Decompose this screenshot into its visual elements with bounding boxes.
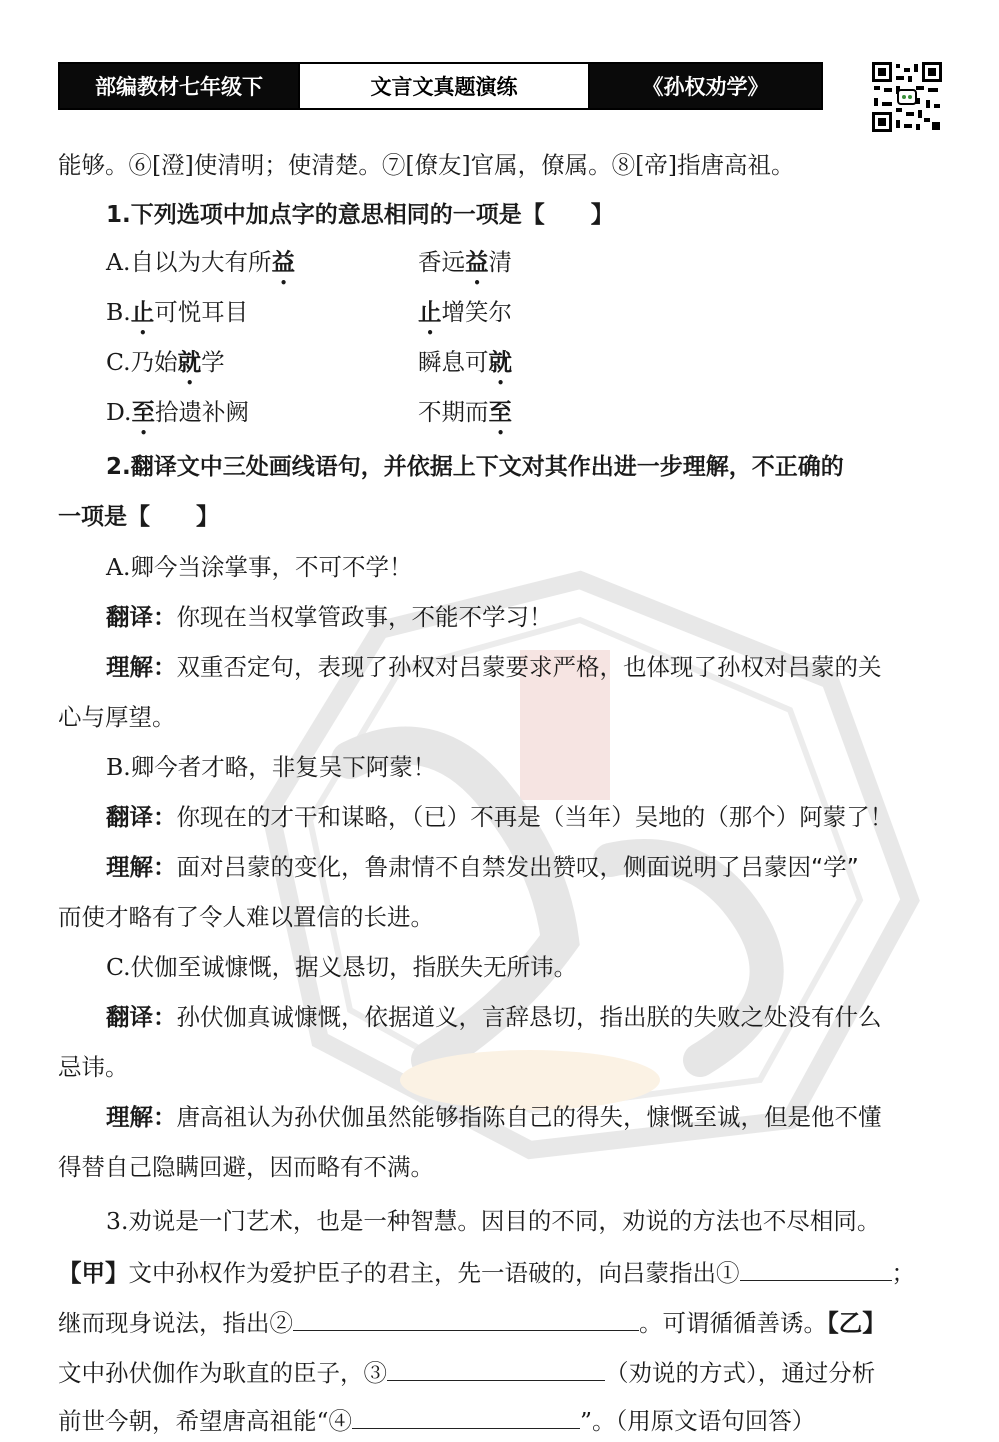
- q2-c-understanding: [106, 1102, 955, 1132]
- q2-stem-line1: 2.翻译文中三处画线语句，并依据上下文对其作出进一步理解，不正确的: [106, 454, 844, 480]
- q3-text: 。可谓循循善诱。: [639, 1309, 827, 1337]
- q3-line2: [58, 1256, 955, 1288]
- yi-label: 【乙】: [827, 1309, 886, 1337]
- translation-text: 孙伏伽真诚慷慨，依据道义，言辞恳切，指出朕的失败之处没有什么: [176, 1003, 882, 1031]
- q3-text: ；: [891, 1259, 915, 1287]
- option-left-pre: B.: [106, 298, 131, 326]
- q2-stem-line2: 一项是【 】: [58, 504, 219, 530]
- dotted-char: 止: [130, 298, 155, 326]
- translation-text: 你现在的才干和谋略，（已）不再是（当年）吴地的（那个）阿蒙了！: [176, 803, 894, 831]
- option-right-pre: 不期而: [418, 398, 489, 426]
- qr-code-icon: [872, 62, 942, 132]
- q1-option-c: [106, 347, 955, 390]
- q3-text: （劝说的方式），通过分析: [605, 1359, 876, 1387]
- q1-option-b: [106, 297, 955, 340]
- option-right: [418, 247, 512, 290]
- option-right-post: 增笑尔: [441, 298, 512, 326]
- option-left-post: 拾遗补阙: [154, 398, 249, 426]
- option-right-pre: 香远: [418, 248, 465, 276]
- translation-label: 翻译：: [106, 1003, 177, 1031]
- option-right-post: 清: [488, 248, 512, 276]
- option-right: [418, 347, 512, 390]
- header-bar: [58, 62, 823, 110]
- understanding-text: 面对吕蒙的变化，鲁肃情不自禁发出赞叹，侧面说明了吕蒙因“学”: [176, 853, 859, 881]
- q2-b-translation: [106, 802, 955, 832]
- q3-line1: 3.劝说是一门艺术，也是一种智慧。因目的不同，劝说的方法也不尽相同。: [106, 1207, 881, 1235]
- q1-option-a: [106, 247, 955, 290]
- understanding-label: 理解：: [106, 853, 177, 881]
- q3-line3: [58, 1306, 955, 1338]
- dotted-char: 益: [465, 248, 489, 276]
- option-left-pre: C.乃始: [106, 348, 178, 376]
- answer-blank-4[interactable]: [352, 1404, 580, 1429]
- q2-a-sentence: A.卿今当涂掌事，不可不学！: [106, 553, 413, 581]
- q1-stem: 1.下列选项中加点字的意思相同的一项是【 】: [106, 202, 614, 228]
- answer-blank-2[interactable]: [293, 1306, 639, 1331]
- q2-c-translation: [106, 1002, 955, 1032]
- q3-line4: [58, 1356, 955, 1388]
- dotted-char: 止: [418, 298, 442, 326]
- q1-option-d: [106, 397, 955, 440]
- translation-text: 你现在当权掌管政事，不能不学习！: [176, 603, 553, 631]
- header-title: 《孙权劝学》: [590, 64, 821, 108]
- q2-a-translation: [106, 602, 955, 632]
- q2-b-understanding-cont: 而使才略有了令人难以置信的长进。: [58, 903, 434, 931]
- understanding-label: 理解：: [106, 1103, 177, 1131]
- answer-blank-3[interactable]: [387, 1356, 605, 1381]
- q3-text: 前世今朝，希望唐高祖能“④: [58, 1407, 353, 1435]
- q3-text: ”。（用原文语句回答）: [580, 1407, 816, 1435]
- q2-b-understanding: [106, 852, 955, 882]
- understanding-text: 双重否定句，表现了孙权对吕蒙要求严格，也体现了孙权对吕蒙的关: [176, 653, 882, 681]
- q2-b-sentence: B.卿今者才略，非复吴下阿蒙！: [106, 753, 437, 781]
- dotted-char: 至: [131, 398, 155, 426]
- option-right-pre: 瞬息可: [418, 348, 489, 376]
- option-left-post: 学: [201, 348, 225, 376]
- header-grade: 部编教材七年级下: [60, 64, 298, 108]
- q2-c-understanding-cont: 得替自己隐瞒回避，因而略有不满。: [58, 1153, 434, 1181]
- q2-c-translation-cont: 忌讳。: [58, 1053, 129, 1081]
- option-left-pre: D.: [106, 398, 132, 426]
- option-right: [418, 397, 512, 440]
- option-left-post: 可悦耳目: [154, 298, 249, 326]
- option-right: [418, 297, 512, 340]
- q3-text: 继而现身说法，指出②: [58, 1309, 293, 1337]
- dotted-char: 就: [177, 348, 202, 376]
- q3-text: 文中孙伏伽作为耿直的臣子，③: [58, 1359, 387, 1387]
- jia-label: 【甲】: [58, 1259, 129, 1287]
- q2-a-understanding-cont: 心与厚望。: [58, 703, 176, 731]
- understanding-label: 理解：: [106, 653, 177, 681]
- translation-label: 翻译：: [106, 803, 177, 831]
- header-section: 文言文真题演练: [298, 64, 590, 108]
- q2-a-understanding: [106, 652, 955, 682]
- q3-text: 文中孙权作为爱护臣子的君主，先一语破的，向吕蒙指出①: [128, 1259, 740, 1287]
- answer-blank-1[interactable]: [740, 1256, 892, 1281]
- option-left-pre: A.自以为大有所: [106, 248, 272, 276]
- notes-line: 能够。⑥[澄]使清明；使清楚。⑦[僚友]官属，僚属。⑧[帝]指唐高祖。: [58, 151, 795, 179]
- understanding-text: 唐高祖认为孙伏伽虽然能够指陈自己的得失，慷慨至诚，但是他不懂: [176, 1103, 882, 1131]
- q3-line5: [58, 1404, 955, 1436]
- dotted-char: 至: [488, 398, 512, 426]
- q2-c-sentence: C.伏伽至诚慷慨，据义恳切，指朕失无所讳。: [106, 953, 578, 981]
- dotted-char: 益: [271, 248, 295, 276]
- translation-label: 翻译：: [106, 603, 177, 631]
- dotted-char: 就: [488, 348, 512, 376]
